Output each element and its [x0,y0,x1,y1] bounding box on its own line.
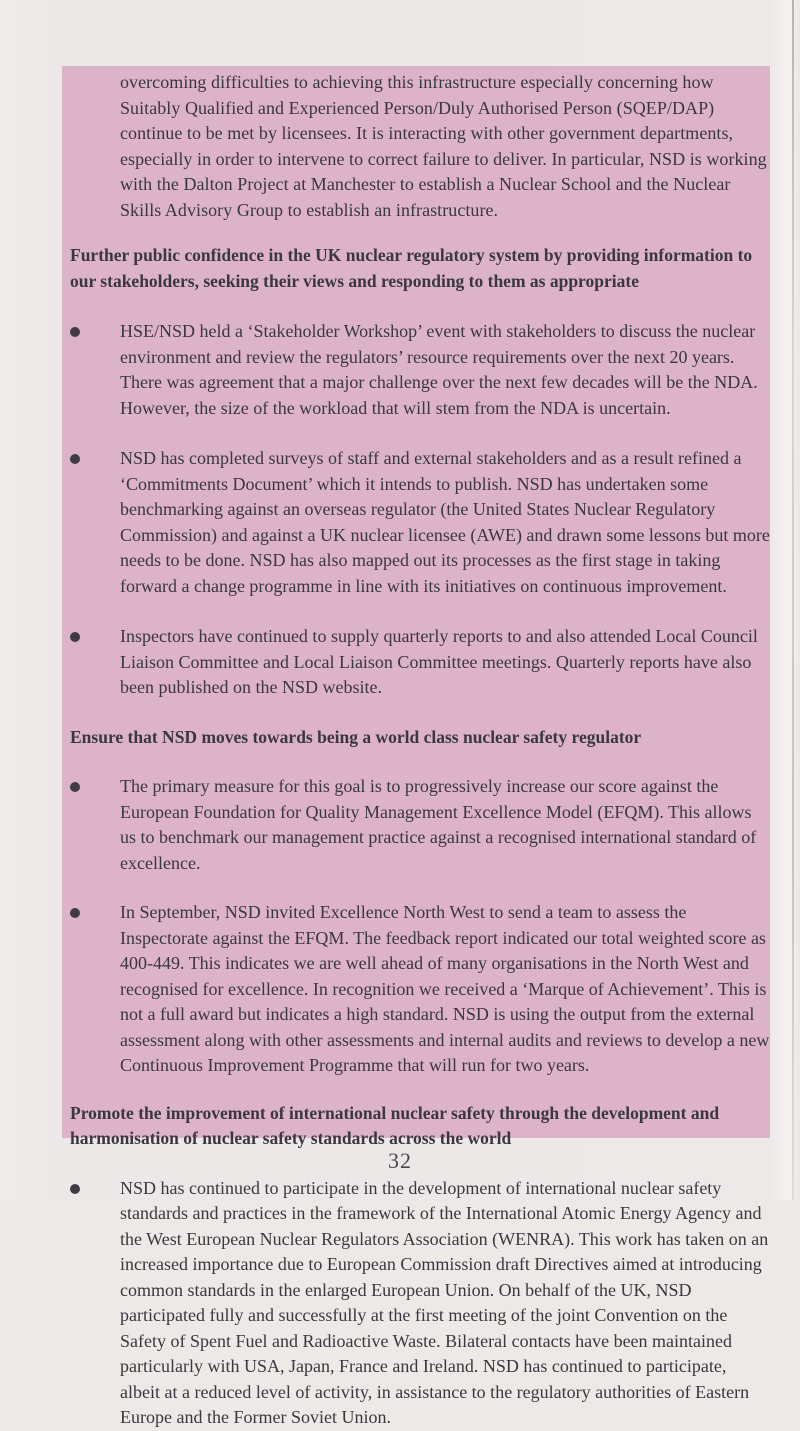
list-item [70,774,770,876]
list-item-text: NSD has completed surveys of staff and external stakeholders and as a result refined a ‘Commitments Document’ which it intends to publish. NSD has undertaken some benchmarking against an overseas regulator (the United States Nuclear Regulatory Commission) and against a UK nuclear licensee (AWE) and drawn some lessons but more needs to be done. NSD has also mapped out its processes as the first stage in taking forward a change programme in line with its initiatives on continuous improvement. [120,448,770,596]
list-item-text: NSD has continued to participate in the development of international nuclear safety standards and practices in the framework of the International Atomic Energy Agency and the West European Nuclear Regulators Association (WENRA). This work has taken on an increased importance due to European Commission draft Directives aimed at introducing common standards in the enlarged European Union. On behalf of the UK, NSD participated fully and successfully at the first meeting of the joint Convention on the Safety of Spent Fuel and Radioactive Waste. Bilateral contacts have been maintained particularly with USA, Japan, France and Ireland. NSD has continued to participate, albeit at a reduced level of activity, in assistance to the regulatory authorities of Eastern Europe and the Former Soviet Union. [120,1177,769,1427]
bullet-dot-icon [70,632,80,642]
page-number: 32 [388,1148,412,1173]
document-body [70,66,770,1431]
list-item-text: HSE/NSD held a ‘Stakeholder Workshop’ event with stakeholders to discuss the nuclear environment and review the regulators’ resource requirements over the next 20 years. There was agreement that a major challenge over the next few decades will be the NDA. However, the size of the workload that will stem from the NDA is uncertain. [120,321,758,418]
bullet-dot-icon [70,327,80,337]
bullet-dot-icon [70,908,80,918]
section-heading-2: Ensure that NSD moves towards being a world class nuclear safety regulator [70,726,642,747]
list-item-text: Inspectors have continued to supply quarterly reports to and also attended Local Council Liaison Committee and Local Liaison Committee meetings. Quarterly reports have also been published on the NSD website. [120,626,758,697]
list-item [70,319,770,421]
intro-paragraph: overcoming difficulties to achieving this infrastructure especially concerning how Suitably Qualified and Experienced Person/Duly Authorised Person (SQEP/DAP) continue to be met by licensees. It is interacting with other government departments, especially in order to intervene to correct failure to deliver. In particular, NSD is working with the Dalton Project at Manchester to establish a Nuclear School and the Nuclear Skills Advisory Group to establish an infrastructure. [120,72,767,220]
bullet-dot-icon [70,1184,80,1194]
bullet-dot-icon [70,454,80,464]
list-item [70,900,770,1079]
list-item [70,624,770,701]
page-edge [792,0,794,1200]
bullet-dot-icon [70,782,80,792]
section-heading-1: Further public confidence in the UK nuclear regulatory system by providing information to our stakeholders, seeking their views and responding to them as appropriate [70,245,753,291]
list-item [70,1176,770,1431]
list-item-text: The primary measure for this goal is to progressively increase our score against the European Foundation for Quality Management Excellence Model (EFQM). This allows us to benchmark our management practice against a recognised international standard of excellence. [120,776,757,873]
list-item-text: In September, NSD invited Excellence North West to send a team to assess the Inspectorate against the EFQM. The feedback report indicated our total weighted score as 400-449. This indicates we are well ahead of many organisations in the North West and recognised for excellence. In recognition we received a ‘Marque of Achievement’. This is not a full award but indicates a high standard. NSD is using the output from the external assessment along with other assessments and internal audits and reviews to develop a new Continuous Improvement Programme that will run for two years. [120,902,770,1075]
list-item [70,446,770,599]
section-heading-3: Promote the improvement of international nuclear safety through the development and harmonisation of nuclear safety standards across the world [70,1102,720,1148]
